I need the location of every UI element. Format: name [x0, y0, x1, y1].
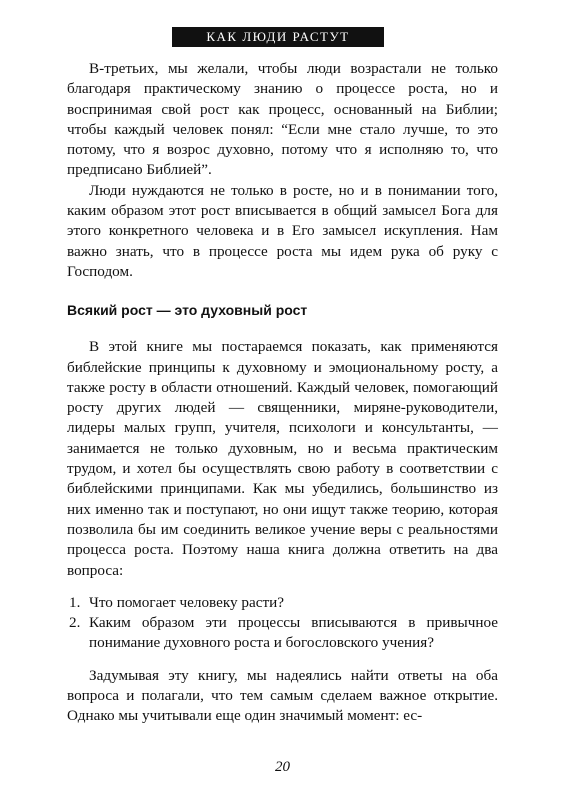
paragraph: Задумывая эту книгу, мы надеялись найти ответы на оба вопроса и полагали, что тем самым сделаем важное открытие. Однако мы учитывали еще один значимый момент: ес- — [67, 666, 498, 725]
paragraph: В этой книге мы постараемся показать, как применяются библейские принципы к духовному и эмоциональному росту, а также росту в области отношений. Каждый человек, помогающий росту других людей — священники, миряне-руководители, лидеры малых групп, учителя, психологи и консультанты, — занимается не только духовным, но и весьма практическим трудом, и хотел бы осуществлять свою работу в соответствии с библейскими принципами. Как мы убедились, большинство из них именно так и поступают, но они ищут также теорию, которая позволила бы им соединить великое учение веры с реальностями процесса роста. Поэтому наша книга должна ответить на два вопроса: — [67, 338, 498, 579]
list-item-text: Что помогает человеку расти? — [89, 593, 284, 611]
page-body — [67, 59, 498, 727]
page-number: 20 — [275, 759, 290, 775]
paragraph: В-третьих, мы желали, чтобы люди возрастали не только благодаря практическому знанию о процессе роста, но и воспринимая свой рост как процесс, основанный на Библии; чтобы каждый человек понял: “Если мне стало лучше, то это потому, что я возрос духовно, потому что я исполняю то, что предписано Библией”. — [67, 60, 498, 179]
question-list — [67, 593, 498, 654]
paragraph: Люди нуждаются не только в росте, но и в понимании того, каким образом этот рост вписывается в общий замысел Бога для этого конкретного человека и в Его замысел искупления. Нам важно знать, что в процессе роста мы идем рука об руку с Господом. — [67, 181, 498, 280]
list-item-text: Каким образом эти процессы вписываются в привычное понимание духовного роста и богословского учения? — [89, 614, 498, 652]
list-item — [67, 613, 498, 654]
list-item-number: 1. — [69, 593, 81, 611]
list-item-number: 2. — [69, 614, 81, 632]
list-item — [67, 593, 498, 613]
section-heading: Всякий рост — это духовный рост — [67, 302, 308, 319]
running-header: КАК ЛЮДИ РАСТУТ — [172, 27, 384, 47]
